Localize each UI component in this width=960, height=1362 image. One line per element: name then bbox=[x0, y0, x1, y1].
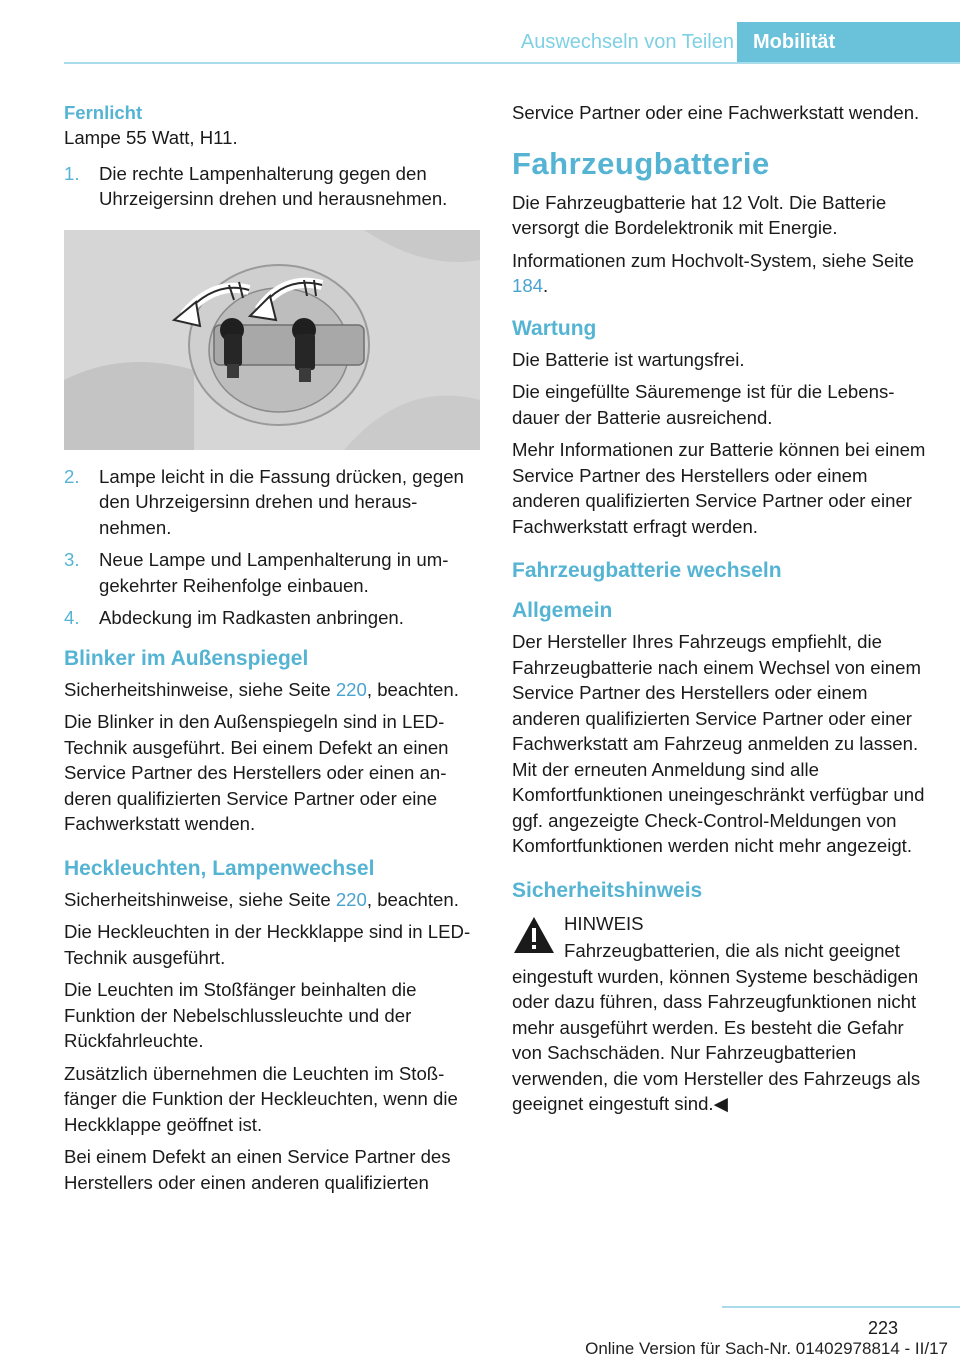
step-item bbox=[64, 161, 480, 212]
wartung-paragraph-1: Die Batterie ist wartungsfrei. bbox=[512, 348, 745, 370]
step-item bbox=[64, 605, 480, 631]
step-number: 4. bbox=[64, 607, 80, 628]
running-header-chapter-tab[interactable]: Mobilität bbox=[737, 22, 960, 62]
online-version-note: Online Version für Sach-Nr. 01402978814 - II/17 bbox=[585, 1339, 948, 1358]
step-text: Lampe leicht in die Fassung drücken, gegen den Uhrzeigersinn drehen und herausnehmen. bbox=[99, 465, 464, 538]
wartung-paragraph-2: Die eingefüllte Säuremenge ist für die Lebensdauer der Batterie ausreichend. bbox=[512, 381, 895, 428]
page-number: 223 bbox=[867, 1318, 898, 1338]
running-header-section: Auswechseln von Teilen bbox=[520, 31, 734, 53]
hinweis-label: HINWEIS bbox=[564, 912, 644, 934]
step-text: Abdeckung im Radkasten anbringen. bbox=[99, 607, 404, 628]
step-number: 3. bbox=[64, 549, 80, 570]
right-column bbox=[512, 100, 930, 1124]
headlight-bulb-illustration bbox=[64, 230, 480, 450]
warning-triangle-icon bbox=[512, 915, 556, 962]
step-text: Neue Lampe und Lampenhalterung in umgekehrter Reihenfolge einbauen. bbox=[99, 549, 449, 596]
wartung-paragraph-3: Mehr Informationen zur Batterie können bei einem Service Partner des Herstellers oder einem anderen qualifizierten Service Partner oder einer Fachwerkstatt erfragt werden. bbox=[512, 439, 926, 537]
hinweis-text: Fahrzeugbatterien, die als nicht geeignet eingestuft wurden, können Systeme beschädigen oder dazu führen, dass Fahrzeugfunktionen nicht mehr ausgeführt werden. Es besteht die Gefahr von Sachschäden. Nur Fahrzeugbatterien verwenden, die vom Hersteller des Fahrzeugs als geeignet eingestuft sind.◀ bbox=[512, 940, 921, 1114]
step-item bbox=[64, 547, 480, 598]
wartung-heading: Wartung bbox=[512, 316, 597, 340]
left-column bbox=[64, 100, 480, 1202]
allgemein-paragraph: Der Hersteller Ihres Fahrzeugs empfiehlt, die Fahrzeugbatterie nach einem Wechsel von einem Service Partner des Herstellers oder einem anderen qualifizierten Service Partner oder einer Fachwerkstatt am Fahrzeug anmelden zu lassen. Mit der erneuten Anmeldung sind alle Komfortfunktionen uneingeschränkt verfügbar und ggf. angezeigte Check-Control-Meldungen von Komfortfunktionen werden nicht mehr angezeigt. bbox=[512, 631, 925, 856]
paragraph-text: . bbox=[543, 275, 549, 296]
paragraph-text: Informationen zum Hochvolt-System, siehe Seite bbox=[512, 249, 915, 271]
fernlicht-heading: Fernlicht bbox=[64, 102, 143, 123]
heck-paragraph-2: Die Leuchten im Stoßfänger beinhalten die Funktion der Nebelschlussleuchte und der Rückfahrleuchte. bbox=[64, 979, 417, 1051]
heck-paragraph-4: Bei einem Defekt an einen Service Partner des Herstellers oder einen anderen qualifizierten bbox=[64, 1146, 451, 1193]
header-rule bbox=[64, 62, 960, 64]
sicherheitshinweis-heading: Sicherheitshinweis bbox=[512, 878, 703, 902]
headlight-bulb-figure bbox=[64, 230, 480, 450]
heck-paragraph-1: Die Heckleuchten in der Heckklappe sind in LED-Technik ausgeführt. bbox=[64, 921, 471, 968]
safety-note-text: , beachten. bbox=[366, 678, 459, 700]
safety-note-text: Sicherheitshinweise, siehe Seite bbox=[64, 678, 336, 700]
blinker-heading: Blinker im Außenspiegel bbox=[64, 646, 309, 670]
batterie-paragraph-2 bbox=[512, 248, 930, 299]
page-link-184[interactable]: 184 bbox=[512, 275, 544, 296]
safety-note-text: Sicherheitshinweise, siehe Seite bbox=[64, 888, 336, 910]
heck-safety-note bbox=[64, 887, 480, 913]
warning-notice bbox=[512, 911, 930, 1117]
blinker-safety-note bbox=[64, 677, 480, 703]
heckleuchten-heading: Heckleuchten, Lampenwechsel bbox=[64, 856, 375, 880]
fernlicht-lamp-spec: Lampe 55 Watt, H11. bbox=[64, 127, 238, 148]
fahrzeugbatterie-heading: Fahrzeugbatterie bbox=[512, 145, 770, 181]
step-list-b bbox=[64, 464, 480, 631]
page-link-220[interactable]: 220 bbox=[335, 888, 367, 910]
step-number: 1. bbox=[64, 162, 80, 184]
heck-paragraph-3: Zusätzlich übernehmen die Leuchten im Stoßfänger die Funktion der Heckleuchten, wenn die Heckklappe geöffnet ist. bbox=[64, 1062, 458, 1135]
batterie-paragraph-1: Die Fahrzeugbatterie hat 12 Volt. Die Batterie versorgt die Bordelektronik mit Energie. bbox=[512, 191, 887, 238]
step-number: 2. bbox=[64, 465, 80, 487]
safety-note-text: , beachten. bbox=[366, 888, 459, 910]
step-text: Die rechte Lampenhalterung gegen den Uhrzeigersinn drehen und herausnehmen. bbox=[99, 162, 448, 209]
page-link-220[interactable]: 220 bbox=[335, 678, 367, 700]
batterie-wechseln-heading: Fahrzeugbatterie wechseln bbox=[512, 559, 782, 582]
blinker-paragraph: Die Blinker in den Außenspiegeln sind in LED-Technik ausgeführt. Bei einem Defekt an einen Service Partner des Herstellers oder einen anderen qualifizierten Service Partner oder eine Fachwerkstatt wenden. bbox=[64, 711, 449, 834]
step-item bbox=[64, 464, 480, 541]
step-list-a bbox=[64, 161, 480, 212]
continued-paragraph: Service Partner oder eine Fachwerkstatt wenden. bbox=[512, 102, 920, 123]
allgemein-heading: Allgemein bbox=[512, 599, 613, 622]
footer-rule bbox=[722, 1306, 960, 1308]
